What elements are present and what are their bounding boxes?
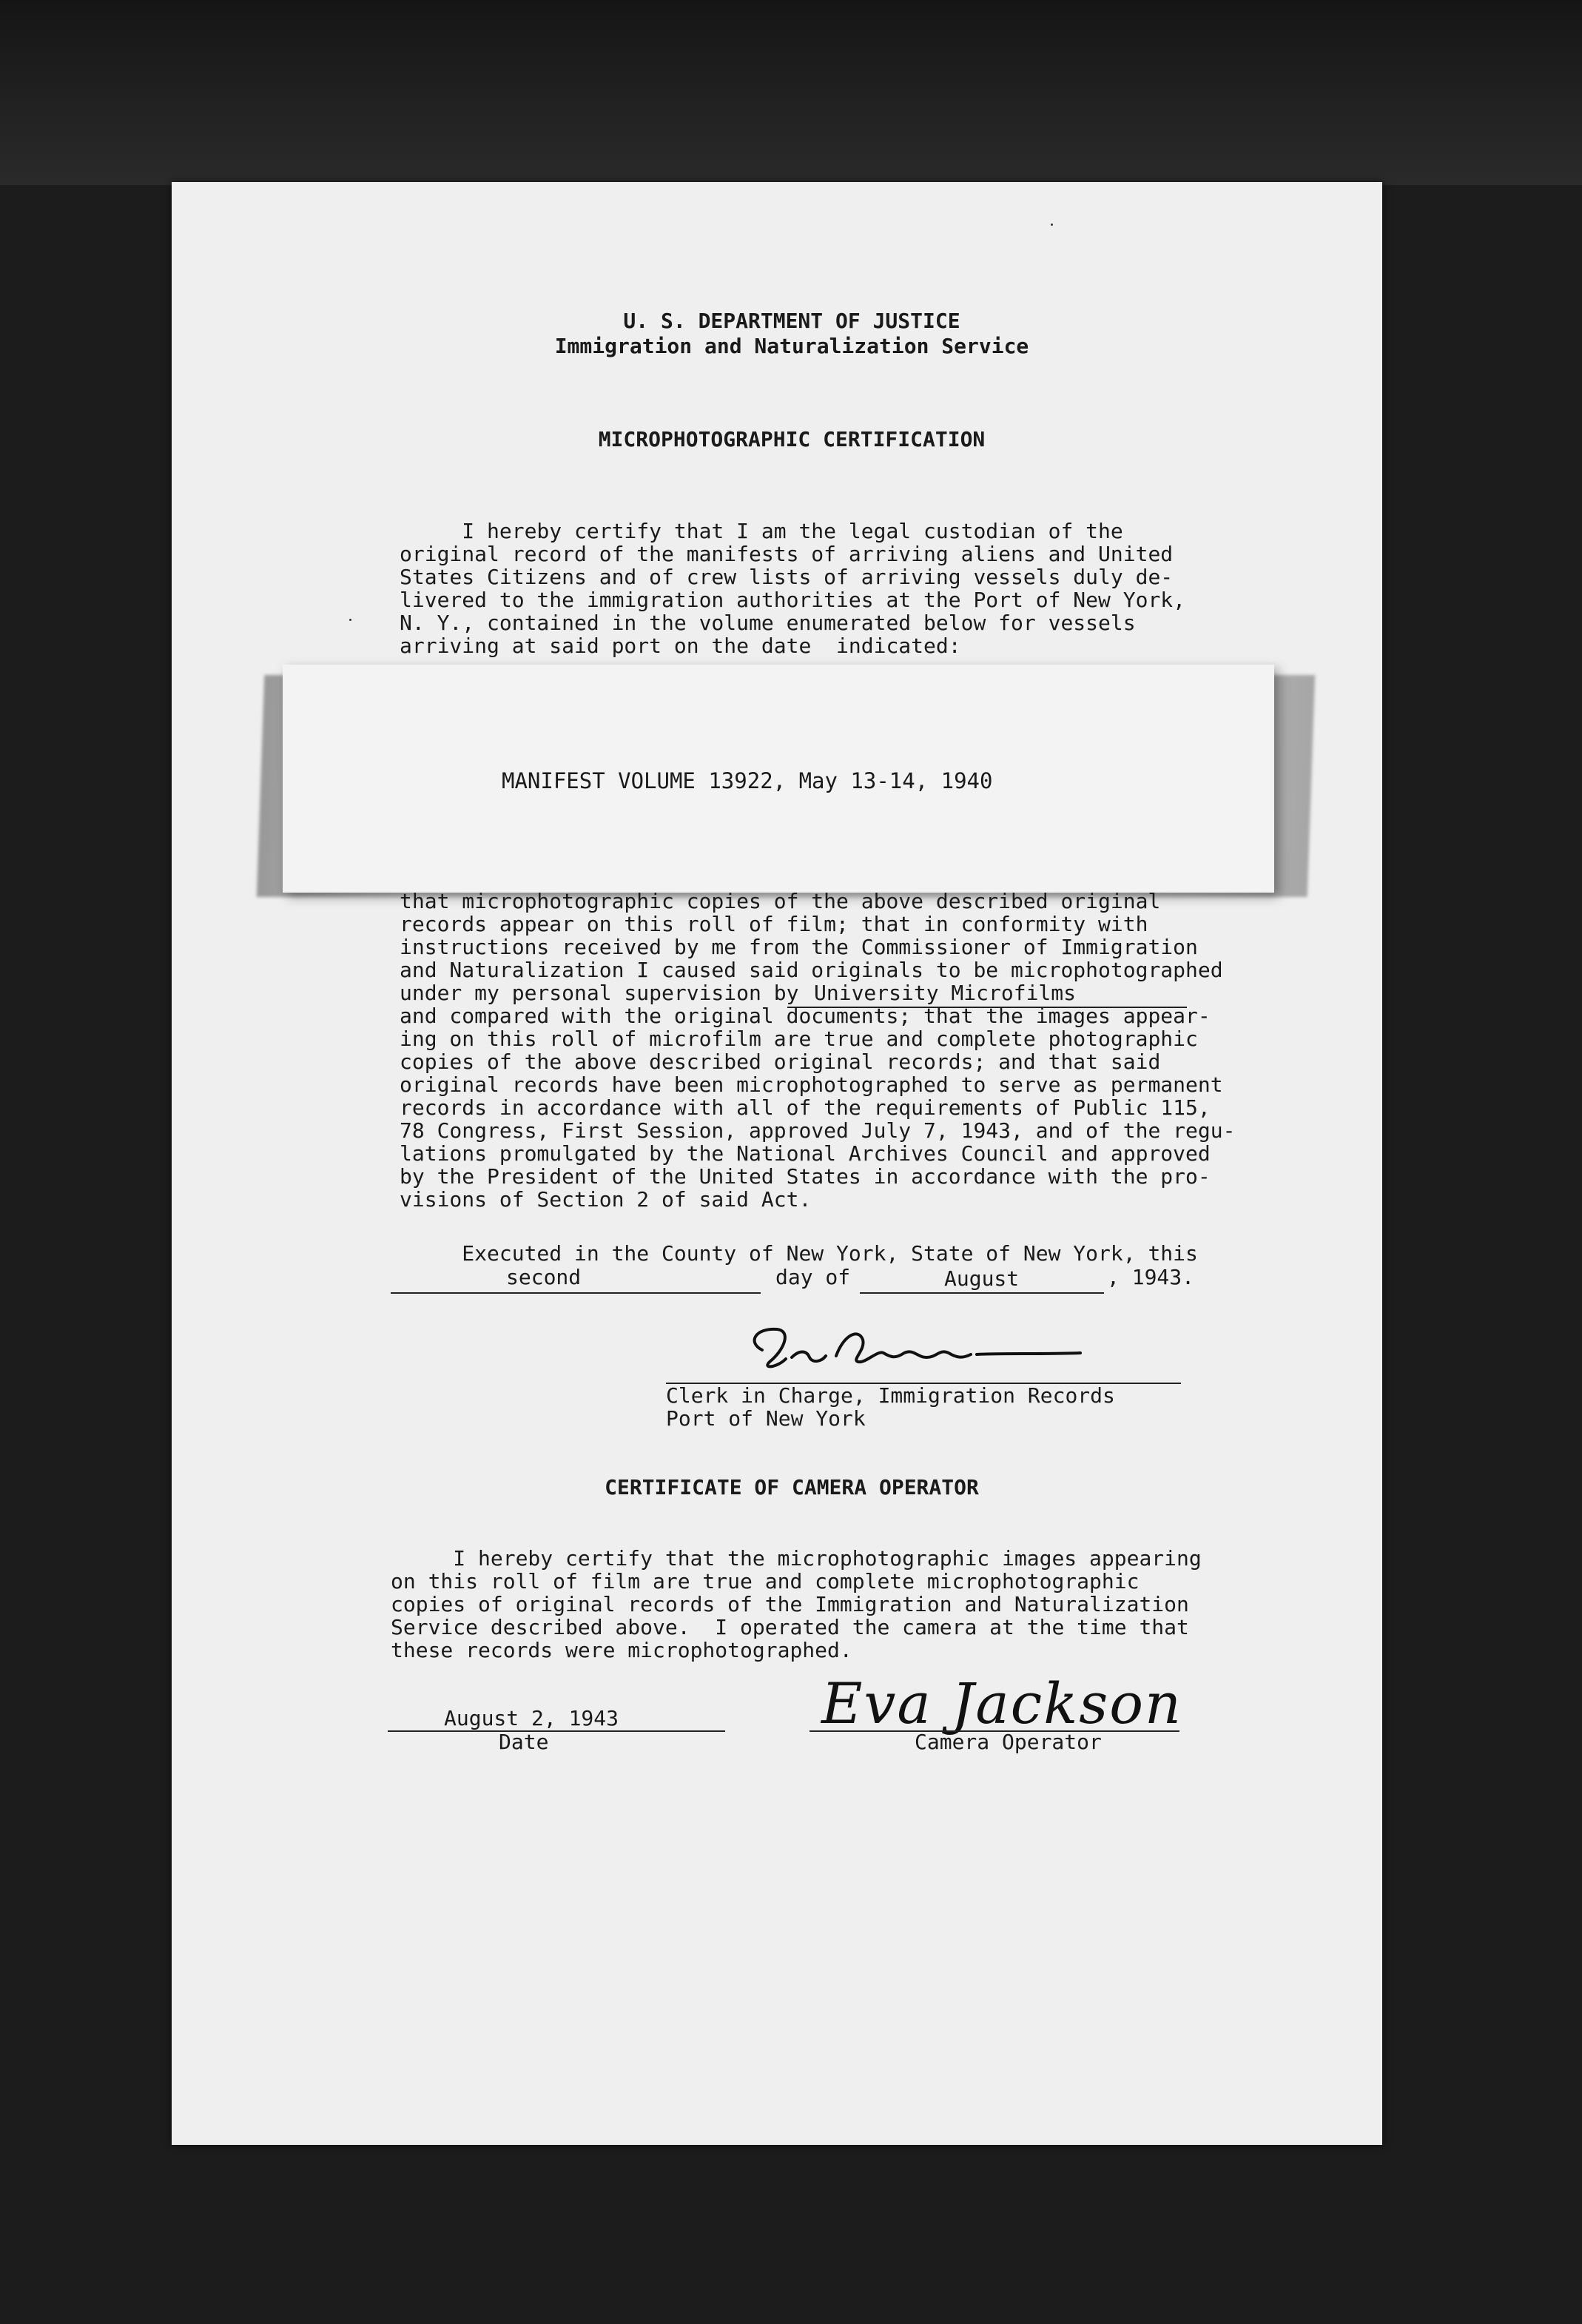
- executed-month: August: [944, 1266, 1020, 1291]
- month-rule: [860, 1292, 1104, 1294]
- operator-date: August 2, 1943: [444, 1706, 619, 1730]
- department-heading: U. S. DEPARTMENT OF JUSTICE: [623, 309, 960, 333]
- clerk-signature: [733, 1320, 1132, 1387]
- executed-day: second: [506, 1265, 582, 1289]
- text-line: by the President of the United States in accordance with the pro-: [400, 1164, 1211, 1189]
- date-label: Date: [499, 1730, 549, 1754]
- text-line: Service described above. I operated the camera at the time that: [391, 1615, 1189, 1639]
- operator-certificate-title: CERTIFICATE OF CAMERA OPERATOR: [605, 1475, 979, 1499]
- service-heading: Immigration and Naturalization Service: [554, 334, 1029, 358]
- text-line: under my personal supervision by: [400, 981, 799, 1005]
- text-line: records in accordance with all of the requirements of Public 115,: [400, 1095, 1211, 1120]
- manifest-volume-label: MANIFEST VOLUME 13922, May 13-14, 1940: [502, 768, 993, 793]
- text-line: I hereby certify that I am the legal custodian of the: [400, 519, 1123, 543]
- text-line: on this roll of film are true and complete microphotographic: [391, 1569, 1140, 1593]
- paper-speck: [1051, 224, 1053, 226]
- clerk-port: Port of New York: [666, 1406, 866, 1431]
- text-line: 78 Congress, First Session, approved July 7, 1943, and of the regu-: [400, 1118, 1236, 1143]
- text-line: copies of the above described original records; and that said: [400, 1050, 1161, 1074]
- text-line: lations promulgated by the National Archives Council and approved: [400, 1141, 1211, 1166]
- text-line: original record of the manifests of arriving aliens and United: [400, 542, 1174, 566]
- certification-title: MICROPHOTOGRAPHIC CERTIFICATION: [598, 427, 986, 451]
- text-line: copies of original records of the Immigration and Naturalization: [391, 1592, 1189, 1616]
- operator-signature: [821, 1670, 1206, 1736]
- text-line: arriving at said port on the date indicated:: [400, 634, 961, 658]
- text-line: original records have been microphotographed to serve as permanent: [400, 1072, 1223, 1097]
- paper-speck: [349, 619, 351, 621]
- text-line: livered to the immigration authorities at the Port of New York,: [400, 588, 1186, 612]
- clerk-title: Clerk in Charge, Immigration Records: [666, 1383, 1115, 1408]
- text-line: that microphotographic copies of the above described original: [400, 889, 1161, 913]
- text-line: these records were microphotographed.: [391, 1638, 852, 1662]
- filmed-by-value: University Microfilms: [814, 981, 1077, 1005]
- text-line: I hereby certify that the microphotographic images appearing: [391, 1546, 1202, 1571]
- day-rule: [391, 1292, 761, 1294]
- film-border: [0, 0, 1582, 185]
- text-line: instructions received by me from the Commissioner of Immigration: [400, 935, 1198, 959]
- text-line: and compared with the original documents; that the images appear-: [400, 1004, 1211, 1028]
- text-line: and Naturalization I caused said originals to be microphotographed: [400, 958, 1223, 982]
- pasted-volume-slip: [283, 665, 1274, 893]
- operator-signature-label: Camera Operator: [915, 1730, 1102, 1754]
- date-rule: [388, 1730, 725, 1732]
- operator-signature-text: Eva Jackson: [821, 1670, 1182, 1736]
- text-line: records appear on this roll of film; that in conformity with: [400, 912, 1148, 936]
- text-line: visions of Section 2 of said Act.: [400, 1187, 812, 1212]
- executed-line: Executed in the County of New York, State of New York, this: [400, 1241, 1198, 1266]
- executed-year: , 1943.: [1107, 1265, 1195, 1289]
- text-line: N. Y., contained in the volume enumerated below for vessels: [400, 611, 1136, 635]
- text-line: States Citizens and of crew lists of arriving vessels duly de-: [400, 565, 1174, 589]
- text-line: ing on this roll of microfilm are true and complete photographic: [400, 1027, 1198, 1051]
- day-of-label: day of: [775, 1265, 851, 1289]
